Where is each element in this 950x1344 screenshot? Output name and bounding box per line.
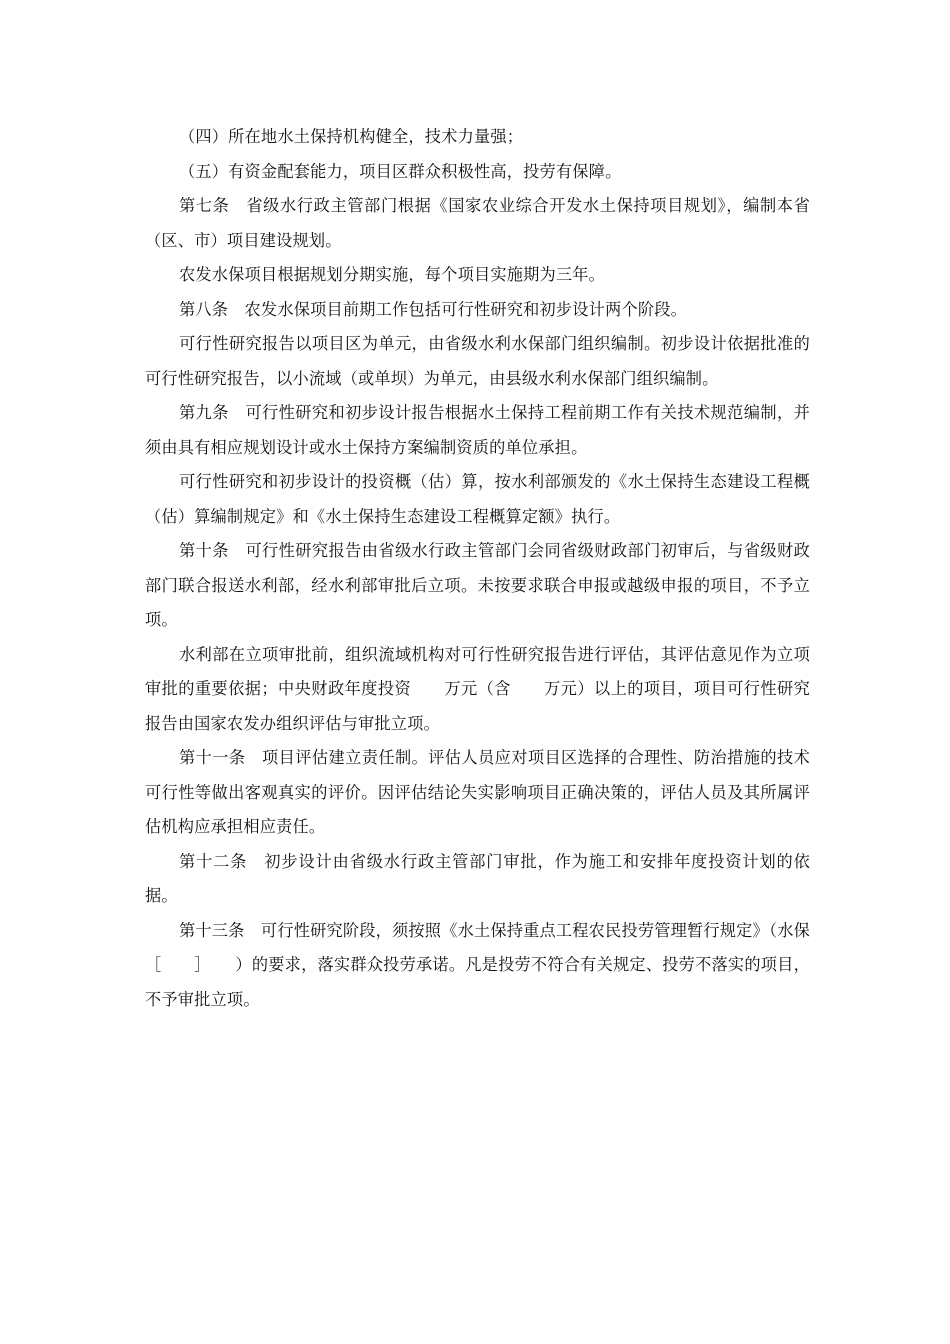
paragraph-item-5: （五）有资金配套能力，项目区群众积极性高，投劳有保障。 [179, 161, 622, 181]
document-page [145, 120, 810, 1017]
article-8-paragraph: 第八条 农发水保项目前期工作包括可行性研究和初步设计两个阶段。 [179, 299, 688, 319]
paragraph-item-4: （四）所在地水土保持机构健全，技术力量强； [179, 127, 524, 146]
implementation-period-paragraph: 农发水保项目根据规划分期实施，每个项目实施期为三年。 [179, 265, 606, 284]
article-12-paragraph: 第十二条 初步设计由省级水行政主管部门审批，作为施工和安排年度投资计划的依据。 [145, 851, 810, 905]
investment-estimate-paragraph: 可行性研究和初步设计的投资概（估）算，按水利部颁发的《水土保持生态建设工程概（估）算编制规定》和《水土保持生态建设工程概算定额》执行。 [145, 472, 810, 526]
article-10-paragraph: 第十条 可行性研究报告由省级水行政主管部门会同省级财政部门初审后，与省级财政部门联合报送水利部，经水利部审批后立项。未按要求联合申报或越级申报的项目，不予立项。 [145, 541, 810, 629]
feasibility-report-paragraph: 可行性研究报告以项目区为单元，由省级水利水保部门组织编制。初步设计依据批准的可行性研究报告，以小流域（或单坝）为单元，由县级水利水保部门组织编制。 [145, 334, 810, 388]
article-11-paragraph: 第十一条 项目评估建立责任制。评估人员应对项目区选择的合理性、防治措施的技术可行性等做出客观真实的评价。因评估结论失实影响项目正确决策的，评估人员及其所属评估机构应承担相应责任。 [145, 748, 810, 836]
article-7-paragraph: 第七条 省级水行政主管部门根据《国家农业综合开发水土保持项目规划》，编制本省（区、市）项目建设规划。 [145, 196, 810, 250]
article-13-paragraph: 第十三条 可行性研究阶段，须按照《水土保持重点工程农民投劳管理暂行规定》（水保［ ］ ）的要求，落实群众投劳承诺。凡是投劳不符合有关规定、投劳不落实的项目，不予审批立项。 [145, 920, 811, 1009]
article-9-paragraph: 第九条 可行性研究和初步设计报告根据水土保持工程前期工作有关技术规范编制，并须由具有相应规划设计或水土保持方案编制资质的单位承担。 [145, 403, 810, 457]
evaluation-paragraph: 水利部在立项审批前，组织流域机构对可行性研究报告进行评估，其评估意见作为立项审批的重要依据；中央财政年度投资 万元（含 万元）以上的项目，项目可行性研究报告由国家农发办组织评估与审批立项。 [145, 644, 810, 733]
